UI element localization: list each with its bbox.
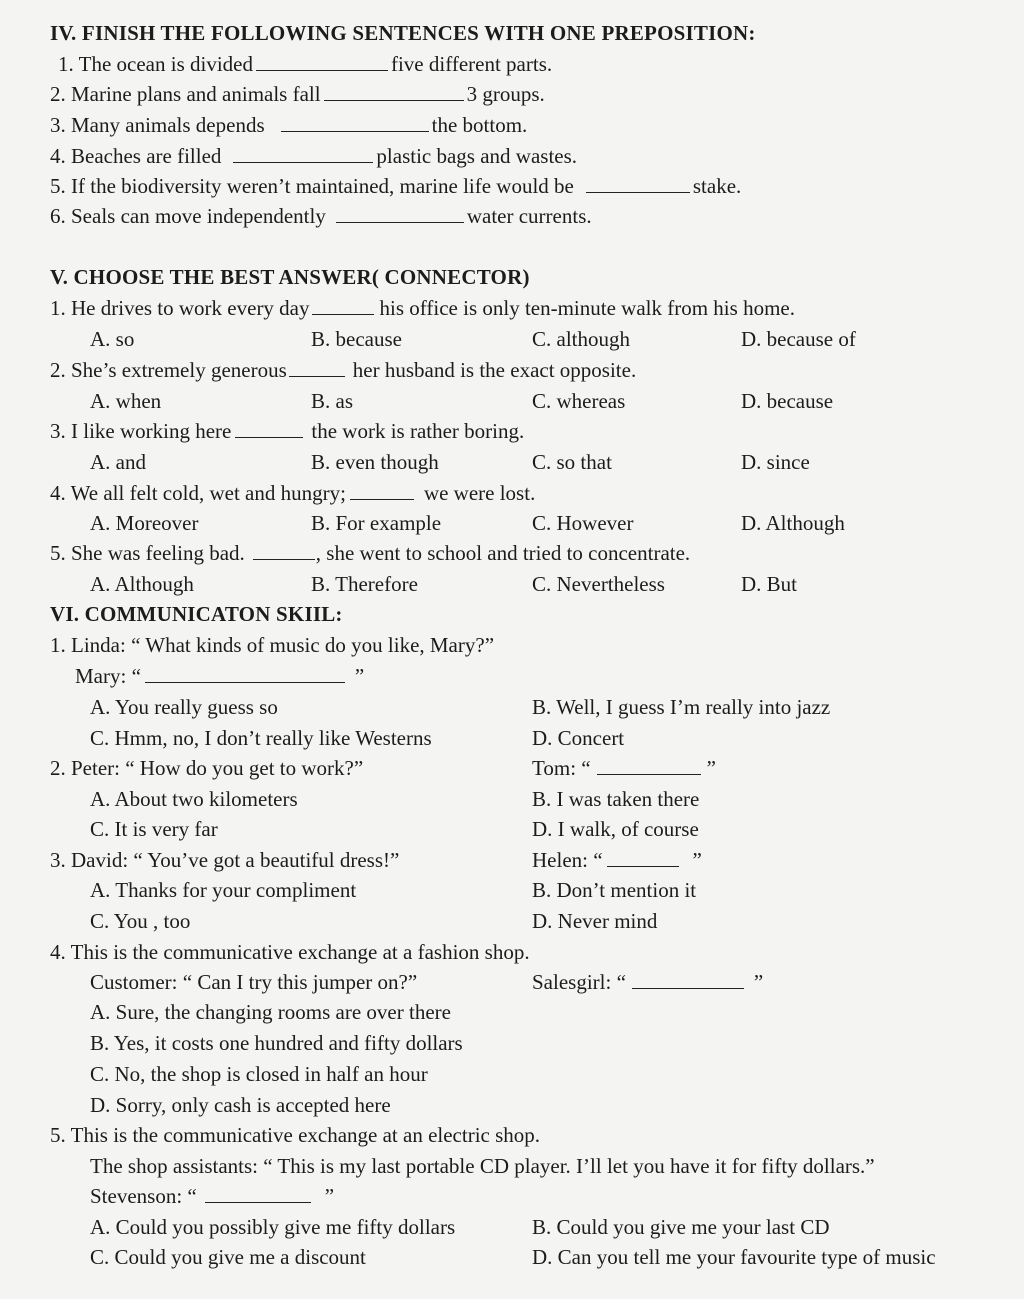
s6-q3-reply (532, 847, 702, 873)
section-6-heading: VI. COMMUNICATON SKIIL: (50, 602, 343, 626)
s6-q3-reply-open: Helen: “ (532, 848, 603, 872)
s6-q3-blank[interactable] (607, 848, 679, 867)
s5-q3-after: the work is rather boring. (311, 419, 525, 443)
s5-q5-option-c[interactable]: C. Nevertheless (532, 572, 665, 596)
s5-q2 (50, 357, 636, 383)
s6-q2-reply-open: Tom: “ (532, 756, 591, 780)
s4-item-3-after: the bottom. (431, 113, 528, 137)
s6-q1-reply-close: ” (354, 664, 365, 688)
s5-q2-option-d[interactable]: D. because (741, 389, 834, 413)
s6-q5-option-b[interactable]: B. Could you give me your last CD (532, 1215, 830, 1239)
s6-q4-prompt: 4. This is the communicative exchange at a fashion shop. (50, 940, 530, 964)
s5-q1-option-a[interactable]: A. so (90, 327, 135, 351)
s6-q5-reply (90, 1183, 334, 1209)
s6-q4-option-c[interactable]: C. No, the shop is closed in half an hour (90, 1062, 428, 1086)
s6-q3-reply-close: ” (692, 848, 702, 872)
s5-q1-after: his office is only ten-minute walk from his home. (379, 296, 795, 320)
s6-q2-option-b[interactable]: B. I was taken there (532, 787, 700, 811)
s5-q3 (50, 418, 524, 444)
s4-item-5-before: 5. If the biodiversity weren’t maintained, marine life would be (50, 174, 574, 198)
s6-q1-reply (75, 663, 364, 689)
s6-q4-reply-close: ” (753, 970, 764, 994)
s6-q5-option-d[interactable]: D. Can you tell me your favourite type of music (532, 1245, 936, 1269)
s5-q2-after: her husband is the exact opposite. (352, 358, 637, 382)
s5-q5 (50, 540, 690, 566)
s6-q1-option-a[interactable]: A. You really guess so (90, 695, 278, 719)
s6-q5-reply-close: ” (324, 1184, 335, 1208)
s5-q3-option-a[interactable]: A. and (90, 450, 146, 474)
s4-item-5-blank[interactable] (586, 174, 690, 193)
s4-item-3-blank[interactable] (281, 113, 429, 132)
s5-q4-option-a[interactable]: A. Moreover (90, 511, 199, 535)
s4-item-2 (50, 81, 545, 107)
s5-q5-after: , she went to school and tried to concentrate. (315, 541, 691, 565)
s5-q5-option-b[interactable]: B. Therefore (311, 572, 418, 596)
s4-item-6-after: water currents. (466, 204, 592, 228)
s4-item-5-after: stake. (692, 174, 742, 198)
s5-q4-after: we were lost. (423, 481, 536, 505)
s5-q1-option-d[interactable]: D. because of (741, 327, 856, 351)
s6-q5-blank[interactable] (205, 1184, 311, 1203)
s5-q3-before: 3. I like working here (50, 419, 232, 443)
s4-item-1-before: 1. The ocean is divided (58, 52, 253, 76)
s6-q4-customer-line: Customer: “ Can I try this jumper on?” (90, 970, 418, 994)
s4-item-3 (50, 112, 527, 138)
s4-item-2-after: 3 groups. (466, 82, 545, 106)
s5-q3-option-b[interactable]: B. even though (311, 450, 439, 474)
s5-q1 (50, 295, 795, 321)
s5-q4 (50, 480, 535, 506)
s6-q4-option-a[interactable]: A. Sure, the changing rooms are over there (90, 1000, 451, 1024)
s4-item-4 (50, 143, 577, 169)
s5-q2-before: 2. She’s extremely generous (50, 358, 287, 382)
s5-q5-option-d[interactable]: D. But (741, 572, 798, 596)
s6-q3-option-b[interactable]: B. Don’t mention it (532, 878, 697, 902)
s6-q3-prompt: 3. David: “ You’ve got a beautiful dress!” (50, 848, 400, 872)
s6-q2-prompt: 2. Peter: “ How do you get to work?” (50, 756, 364, 780)
s5-q4-before: 4. We all felt cold, wet and hungry; (50, 481, 346, 505)
s5-q4-option-d[interactable]: D. Although (741, 511, 845, 535)
s6-q4-reply (532, 969, 763, 995)
s4-item-4-after: plastic bags and wastes. (376, 144, 578, 168)
section-4-heading: IV. FINISH THE FOLLOWING SENTENCES WITH ONE PREPOSITION: (50, 21, 756, 45)
s4-item-4-blank[interactable] (233, 144, 373, 163)
s6-q2-option-d[interactable]: D. I walk, of course (532, 817, 699, 841)
s5-q1-option-c[interactable]: C. although (532, 327, 630, 351)
s5-q3-option-d[interactable]: D. since (741, 450, 810, 474)
s5-q1-blank[interactable] (312, 296, 374, 315)
s6-q2-reply (532, 755, 716, 781)
s6-q2-option-a[interactable]: A. About two kilometers (90, 787, 298, 811)
s5-q5-option-a[interactable]: A. Although (90, 572, 194, 596)
s4-item-1-blank[interactable] (256, 52, 388, 71)
s6-q5-assistant-line: The shop assistants: “ This is my last portable CD player. I’ll let you have it for fifty dollars.” (90, 1154, 875, 1178)
s4-item-1-after: five different parts. (390, 52, 553, 76)
s5-q3-blank[interactable] (235, 419, 303, 438)
s4-item-1 (58, 51, 552, 77)
s5-q4-option-c[interactable]: C. However (532, 511, 634, 535)
s5-q3-option-c[interactable]: C. so that (532, 450, 612, 474)
s6-q1-option-d[interactable]: D. Concert (532, 726, 625, 750)
s5-q2-option-b[interactable]: B. as (311, 389, 353, 413)
s5-q2-option-a[interactable]: A. when (90, 389, 162, 413)
s5-q1-before: 1. He drives to work every day (50, 296, 310, 320)
s6-q4-option-d[interactable]: D. Sorry, only cash is accepted here (90, 1093, 391, 1117)
s4-item-2-blank[interactable] (324, 82, 464, 101)
s4-item-2-before: 2. Marine plans and animals fall (50, 82, 321, 106)
s6-q5-reply-open: Stevenson: “ (90, 1184, 197, 1208)
s5-q4-blank[interactable] (350, 481, 414, 500)
s5-q4-option-b[interactable]: B. For example (311, 511, 442, 535)
s6-q1-reply-open: Mary: “ (75, 664, 141, 688)
s6-q4-option-b[interactable]: B. Yes, it costs one hundred and fifty dollars (90, 1031, 463, 1055)
s6-q5-option-a[interactable]: A. Could you possibly give me fifty dollars (90, 1215, 456, 1239)
s6-q3-option-d[interactable]: D. Never mind (532, 909, 658, 933)
s4-item-6-before: 6. Seals can move independently (50, 204, 326, 228)
section-5-heading: V. CHOOSE THE BEST ANSWER( CONNECTOR) (50, 265, 530, 289)
s6-q2-reply-close: ” (706, 756, 716, 780)
s5-q1-option-b[interactable]: B. because (311, 327, 402, 351)
s6-q4-blank[interactable] (632, 970, 744, 989)
s6-q5-prompt: 5. This is the communicative exchange at an electric shop. (50, 1123, 541, 1147)
s5-q2-blank[interactable] (289, 358, 345, 377)
s6-q3-option-a[interactable]: A. Thanks for your compliment (90, 878, 357, 902)
s5-q5-blank[interactable] (253, 541, 315, 560)
s6-q5-option-c[interactable]: C. Could you give me a discount (90, 1245, 366, 1269)
s6-q4-reply-open: Salesgirl: “ (532, 970, 626, 994)
s6-q2-blank[interactable] (597, 756, 701, 775)
s5-q5-before: 5. She was feeling bad. (50, 541, 245, 565)
s6-q1-prompt: 1. Linda: “ What kinds of music do you like, Mary?” (50, 633, 495, 657)
s4-item-4-before: 4. Beaches are filled (50, 144, 222, 168)
s4-item-5 (50, 173, 741, 199)
s6-q1-option-c[interactable]: C. Hmm, no, I don’t really like Westerns (90, 726, 432, 750)
s6-q2-option-c[interactable]: C. It is very far (90, 817, 218, 841)
s6-q1-option-b[interactable]: B. Well, I guess I’m really into jazz (532, 695, 831, 719)
s6-q3-option-c[interactable]: C. You , too (90, 909, 191, 933)
s6-q1-blank[interactable] (145, 664, 345, 683)
s5-q2-option-c[interactable]: C. whereas (532, 389, 626, 413)
s4-item-6 (50, 203, 592, 229)
s4-item-3-before: 3. Many animals depends (50, 113, 265, 137)
s4-item-6-blank[interactable] (336, 204, 464, 223)
